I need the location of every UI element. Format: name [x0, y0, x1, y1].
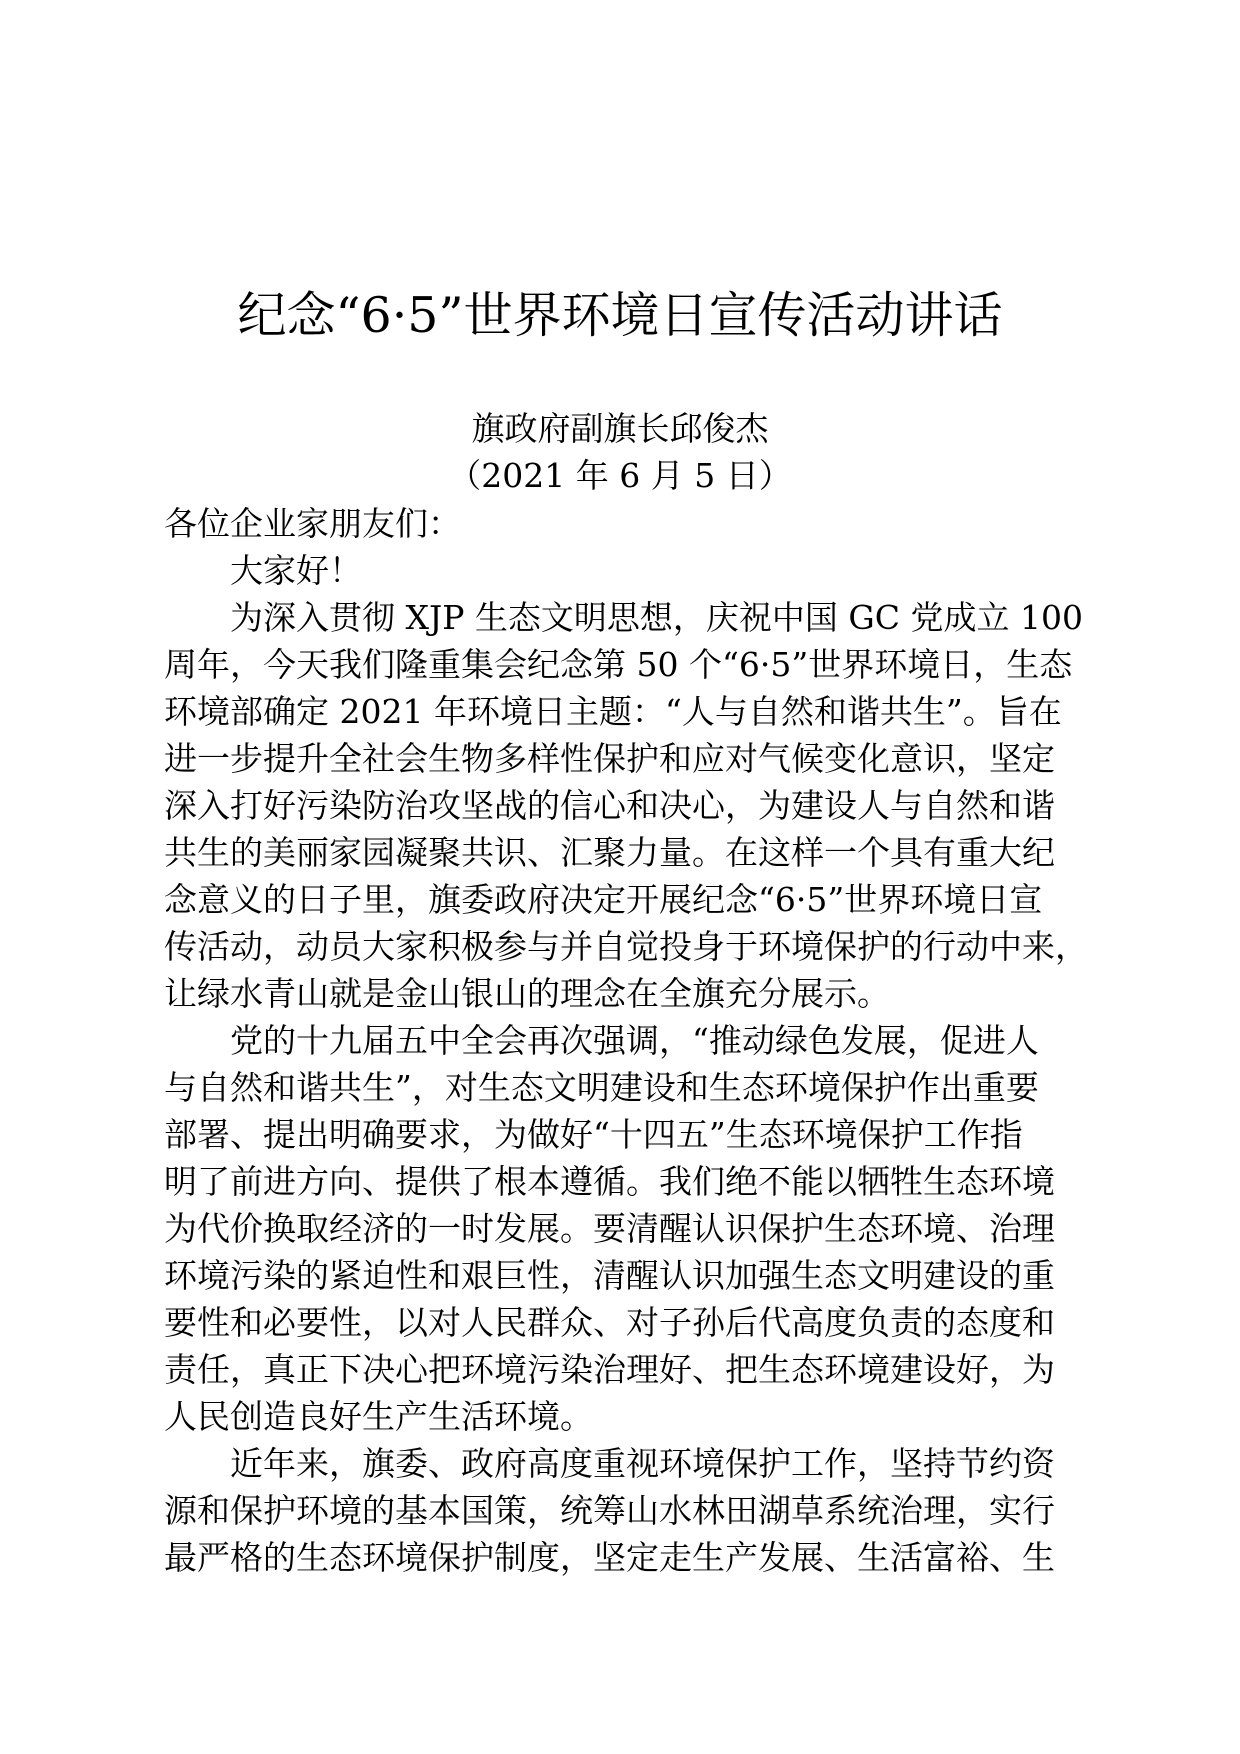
paragraph-3	[164, 1440, 1094, 1581]
paragraph-line: 周年，今天我们隆重集会纪念第 50 个“6·5”世界环境日，生态	[164, 645, 1073, 684]
greeting: 大家好！	[230, 551, 362, 590]
paragraph-line: 念意义的日子里，旗委政府决定开展纪念“6·5”世界环境日宣	[164, 880, 1043, 919]
salutation: 各位企业家朋友们：	[164, 504, 461, 543]
speaker-line: 旗政府副旗长邱俊杰	[471, 409, 769, 448]
paragraph-line: 传活动，动员大家积极参与并自觉投身于环境保护的行动中来，	[164, 927, 1088, 966]
paragraph-line: 责任，真正下决心把环境污染治理好、把生态环境建设好，为	[164, 1350, 1055, 1389]
paragraph-line: 近年来，旗委、政府高度重视环境保护工作，坚持节约资	[230, 1444, 1055, 1483]
paragraph-line: 进一步提升全社会生物多样性保护和应对气候变化意识，坚定	[164, 739, 1055, 778]
paragraph-line: 让绿水青山就是金山银山的理念在全旗充分展示。	[164, 974, 890, 1013]
paragraph-line: 深入打好污染防治攻坚战的信心和决心，为建设人与自然和谐	[164, 786, 1055, 825]
paragraph-line: 共生的美丽家园凝聚共识、汇聚力量。在这样一个具有重大纪	[164, 833, 1055, 872]
paragraph-line: 党的十九届五中全会再次强调，“推动绿色发展，促进人	[230, 1021, 1039, 1060]
paragraph-line: 要性和必要性，以对人民群众、对子孙后代高度负责的态度和	[164, 1303, 1055, 1342]
speech-date: （2021 年 6 月 5 日）	[448, 456, 792, 495]
paragraph-line: 部署、提出明确要求，为做好“十四五”生态环境保护工作指	[164, 1115, 1023, 1154]
paragraph-line: 为代价换取经济的一时发展。要清醒认识保护生态环境、治理	[164, 1209, 1055, 1248]
paragraph-line: 环境污染的紧迫性和艰巨性，清醒认识加强生态文明建设的重	[164, 1256, 1055, 1295]
paragraph-line: 最严格的生态环境保护制度，坚定走生产发展、生活富裕、生	[164, 1538, 1055, 1577]
speech-body	[164, 500, 1094, 1581]
paragraph-line: 环境部确定 2021 年环境日主题：“人与自然和谐共生”。旨在	[164, 692, 1062, 731]
paragraph-1	[164, 594, 1094, 1017]
paragraph-line: 为深入贯彻 XJP 生态文明思想，庆祝中国 GC 党成立 100	[230, 598, 1083, 637]
paragraph-line: 与自然和谐共生”，对生态文明建设和生态环境保护作出重要	[164, 1068, 1039, 1107]
paragraph-line: 人民创造良好生产生活环境。	[164, 1397, 593, 1436]
paragraph-line: 源和保护环境的基本国策，统筹山水林田湖草系统治理，实行	[164, 1491, 1055, 1530]
document-title: 纪念“6·5”世界环境日宣传活动讲话	[237, 287, 1003, 344]
paragraph-line: 明了前进方向、提供了根本遵循。我们绝不能以牺牲生态环境	[164, 1162, 1055, 1201]
paragraph-2	[164, 1017, 1094, 1440]
